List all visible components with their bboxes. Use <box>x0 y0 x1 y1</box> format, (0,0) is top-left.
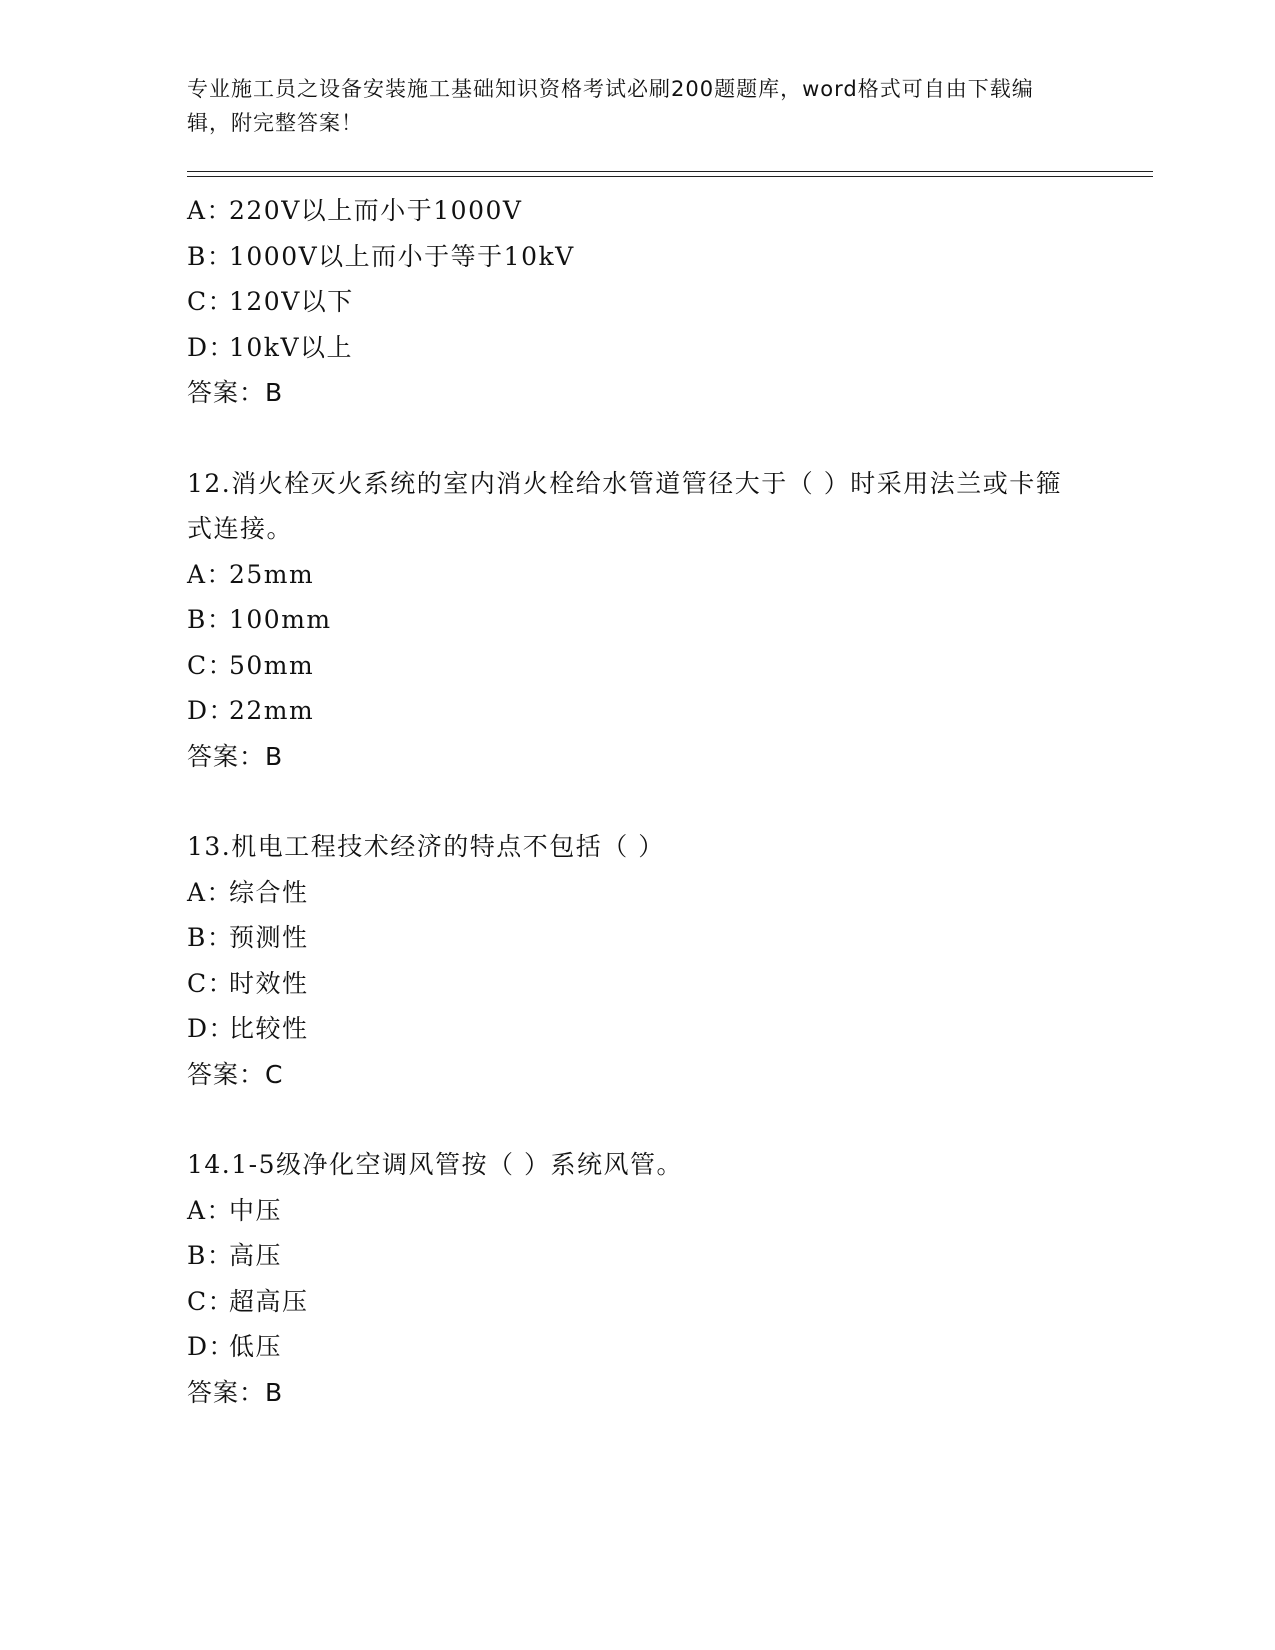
option-line <box>187 1006 1087 1052</box>
option-line <box>187 279 1087 325</box>
option-line <box>187 961 1087 1007</box>
option-key: C： <box>187 968 235 998</box>
option-text: 120V以下 <box>229 287 354 316</box>
option-text: 低压 <box>229 1332 283 1361</box>
answer-line: 答案：B <box>187 1377 284 1407</box>
option-line <box>187 643 1087 689</box>
option-line <box>187 1324 1087 1370</box>
question-stem: 13.机电工程技术经济的特点不包括（ ） <box>187 832 665 861</box>
option-key: A： <box>187 877 234 907</box>
option-line <box>187 915 1087 961</box>
option-key: D： <box>187 696 236 725</box>
question-stem: 14.1-5级净化空调风管按（ ）系统风管。 <box>187 1150 683 1179</box>
option-line <box>187 325 1087 371</box>
option-key: C： <box>187 287 235 316</box>
option-text: 10kV以上 <box>229 332 354 362</box>
option-line <box>187 688 1087 734</box>
spacer <box>187 416 1087 461</box>
option-key: B： <box>187 605 234 634</box>
prev-question-block <box>187 188 1087 416</box>
option-text: 预测性 <box>229 923 309 952</box>
option-text: 超高压 <box>229 1286 309 1316</box>
header-rule-bottom <box>187 176 1153 177</box>
option-key: D： <box>187 1014 236 1043</box>
option-text: 中压 <box>229 1195 283 1225</box>
option-text: 22mm <box>229 696 315 725</box>
question-block <box>187 824 1087 1097</box>
question-block <box>187 461 1087 780</box>
option-key: B： <box>187 241 234 271</box>
option-text: 25mm <box>229 559 315 589</box>
option-line <box>187 870 1087 916</box>
option-key: B： <box>187 1241 234 1270</box>
header-rule-top <box>187 171 1153 172</box>
option-key: C： <box>187 650 235 680</box>
option-key: A： <box>187 559 234 589</box>
option-text: 比较性 <box>229 1014 309 1043</box>
option-key: C： <box>187 1286 235 1316</box>
spacer <box>187 779 1087 824</box>
option-line <box>187 1279 1087 1325</box>
option-text: 220V以上而小于1000V <box>229 196 523 225</box>
answer-line: 答案：B <box>187 741 284 771</box>
question-stem: 12.消火栓灭火系统的室内消火栓给水管道管径大于（ ）时采用法兰或卡箍式连接。 <box>187 468 1063 543</box>
answer-line: 答案：C <box>187 1059 284 1089</box>
document-header: 专业施工员之设备安装施工基础知识资格考试必刷200题题库，word格式可自由下载编辑，附完整答案！ <box>187 77 1034 135</box>
option-line <box>187 552 1087 598</box>
option-key: B： <box>187 923 234 952</box>
spacer <box>187 1097 1087 1142</box>
option-key: D： <box>187 332 236 362</box>
option-line <box>187 234 1087 280</box>
question-block <box>187 1142 1087 1415</box>
question-content <box>187 188 1087 1415</box>
option-text: 高压 <box>229 1241 283 1270</box>
option-text: 100mm <box>229 605 332 634</box>
option-text: 1000V以上而小于等于10kV <box>229 241 575 271</box>
option-key: A： <box>187 1195 234 1225</box>
option-key: A： <box>187 196 234 225</box>
option-line <box>187 1233 1087 1279</box>
option-text: 时效性 <box>229 968 309 998</box>
option-text: 综合性 <box>229 877 309 907</box>
option-key: D： <box>187 1332 236 1361</box>
answer-line: 答案：B <box>187 378 284 407</box>
option-line <box>187 188 1087 234</box>
option-line <box>187 1188 1087 1234</box>
option-text: 50mm <box>229 650 315 680</box>
option-line <box>187 597 1087 643</box>
